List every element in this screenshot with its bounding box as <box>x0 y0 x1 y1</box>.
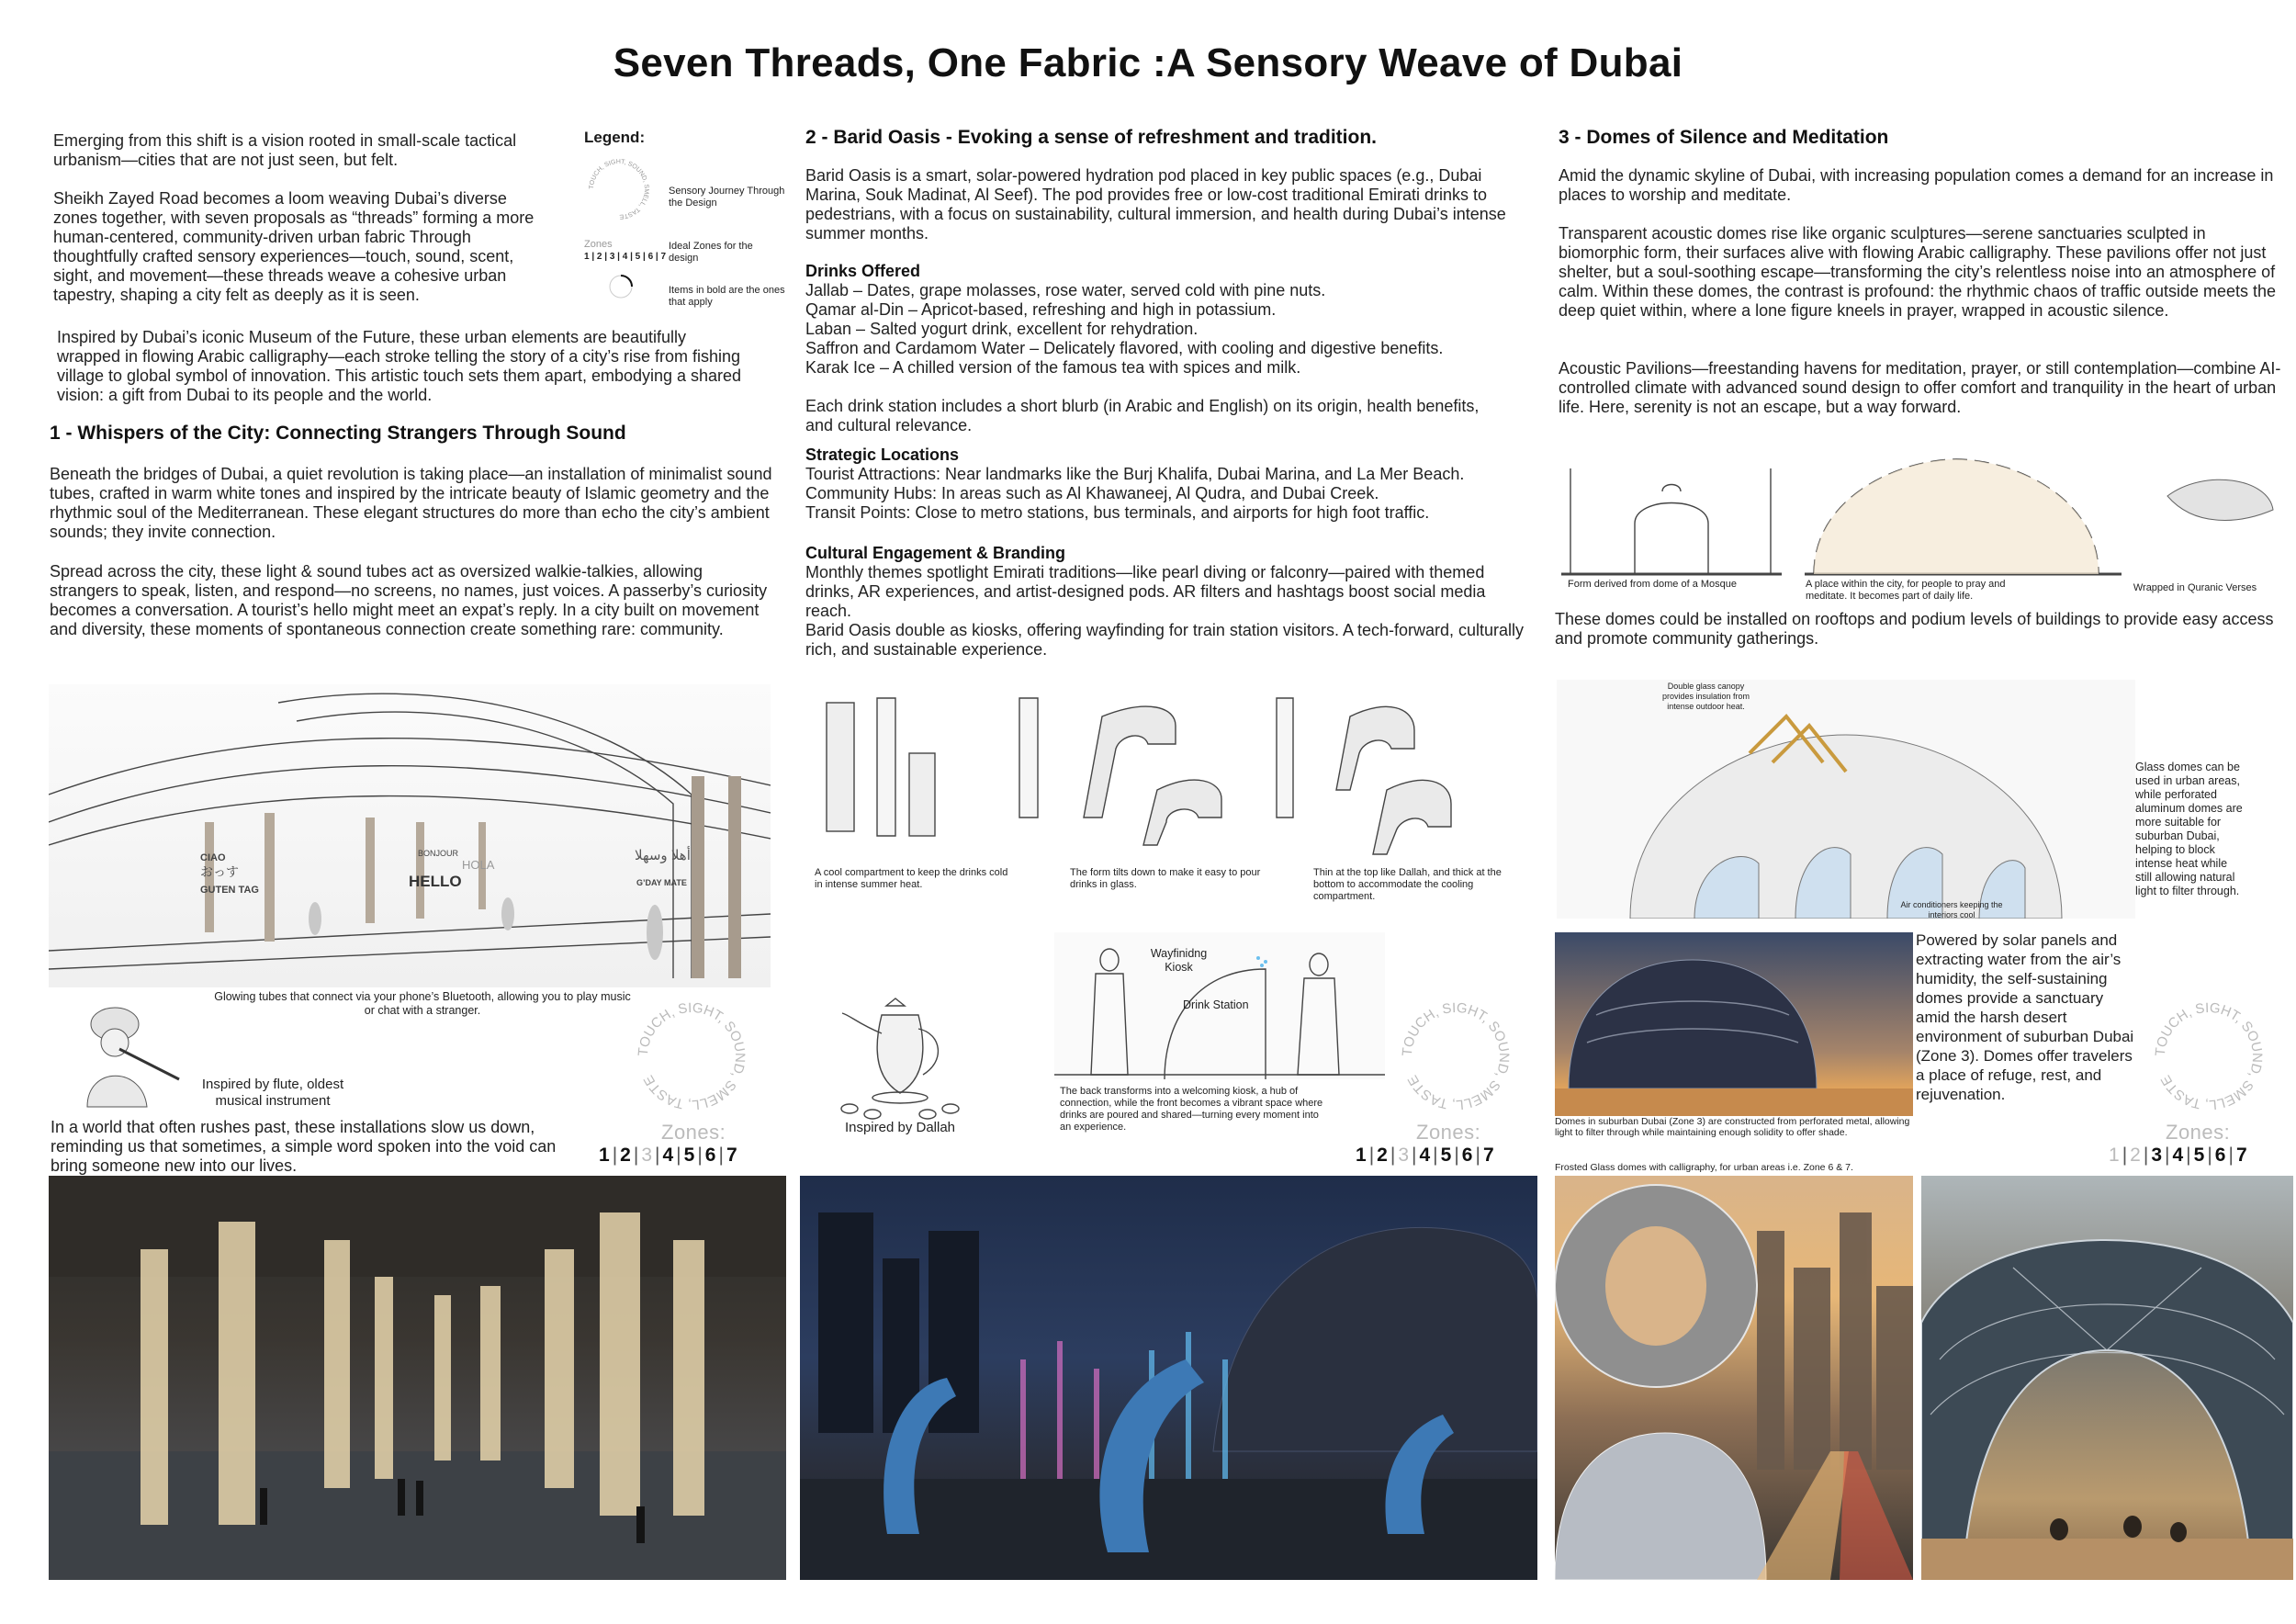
section1-para-1: Beneath the bridges of Dubai, a quiet revolution is taking place—an installation of minimalist sound tubes, crafted in warm white tones and inspired by the intricate beauty of Islamic geometry and the rhythmic soul of the Mediterranean. These elegant structures do more than echo the city’s ambient sounds; they invite connection. <box>50 465 772 541</box>
culture-para-1: Monthly themes spotlight Emirati traditions—like pearl diving or falconry—paired with themed drinks, AR experiences, and artist-designed pods. AR filters and hashtags boost social media reach. <box>805 563 1486 620</box>
greeting-ossu: おっす <box>200 864 239 879</box>
section1-heading: 1 - Whispers of the City: Connecting Strangers Through Sound <box>50 423 626 444</box>
legend-item-journey: Sensory Journey Through the Design <box>669 186 785 209</box>
section3-heading: 3 - Domes of Silence and Meditation <box>1559 127 1889 148</box>
locations-list <box>805 465 1540 523</box>
drinks-heading: Drinks Offered <box>805 262 921 280</box>
kiosk-caption: The back transforms into a welcoming kiosk, a hub of connection, while the front becomes a vibrant space where drinks are poured and shared—turning every moment into an experience. <box>1060 1086 1323 1133</box>
greeting-gday-mate: G’DAY MATE <box>636 878 687 887</box>
dallah-caption: Inspired by Dallah <box>844 1120 956 1135</box>
drink-station-label: Drink Station <box>1183 998 1249 1011</box>
dome-caption-mosque: Form derived from dome of a Mosque <box>1568 579 1738 590</box>
section1-closing: In a world that often rushes past, these installations slow us down, reminding us that sometimes, a simple word spoken into the void can bring someone new into our lives. <box>51 1118 557 1175</box>
sound-tubes-photo <box>49 1176 786 1580</box>
zones-label-1: Zones: <box>661 1121 726 1144</box>
section3-para-3: Acoustic Pavilions—freestanding havens for meditation, prayer, or still contemplation—combine AI-controlled climate with advanced sound design to offer comfort and tranquility in the heart of urban life. Here, serenity is not an escape, but a way forward. <box>1559 359 2281 416</box>
kiosk-illustration <box>1054 932 1385 1079</box>
dome-caption-quran: Wrapped in Quranic Verses <box>2133 582 2257 593</box>
legend-sense-wheel-icon <box>584 154 654 224</box>
page-title: Seven Threads, One Fabric :A Sensory Weave of Dubai <box>613 40 1683 85</box>
col1-intro-2: Sheikh Zayed Road becomes a loom weaving Dubai’s diverse zones together, with seven proposals as “threads” forming a more human-centered, community-driven urban fabric Through thoughtfully crafted sensory experiences—touch, sound, scent, sight, and movement—these threads weave a cohesive urban tapestry, shaping a city felt as deeply as it is seen. <box>53 189 535 304</box>
svg-text:TOUCH, SIGHT, SOUND, SMELL, TA: TOUCH, SIGHT, SOUND, SMELL, TASTE <box>635 999 748 1113</box>
svg-text:TOUCH, SIGHT, SOUND, SMELL, TA: TOUCH, SIGHT, SOUND, SMELL, TASTE <box>2152 999 2266 1113</box>
zones-label-2: Zones: <box>1416 1121 1481 1144</box>
sound-tubes-illustration <box>49 684 771 987</box>
greeting-guten-tag: GUTEN TAG <box>200 885 259 896</box>
sense-wheel-1-icon <box>632 997 751 1116</box>
pod-caption-1: A cool compartment to keep the drinks cold in intense summer heat. <box>815 867 1008 890</box>
barid-oasis-photo <box>800 1176 1537 1580</box>
legend-title: Legend: <box>584 129 646 146</box>
greeting-bonjour: BONJOUR <box>418 849 459 858</box>
canopy-note: Double glass canopy provides insulation from intense outdoor heat. <box>1661 682 1750 711</box>
section1-para-2: Spread across the city, these light & sound tubes act as oversized walkie-talkies, allowing strangers to speak, listen, and respond—no screens, no names, just voices. A passerby’s curiosity becomes a conversation. A tourist’s hello might meet an expat’s reply. In a city built on movement and diversity, these moments of spontaneous connection create something rare: community. <box>50 562 768 638</box>
frosted-caption: Frosted Glass domes with calligraphy, for urban areas i.e. Zone 6 & 7. <box>1555 1162 1853 1173</box>
pod-caption-2: The form tilts down to make it easy to pour drinks in glass. <box>1070 867 1261 890</box>
section2-heading: 2 - Barid Oasis - Evoking a sense of refreshment and tradition. <box>805 127 1377 148</box>
legend-zones-mini: 1 | 2 | 3 | 4 | 5 | 6 | 7 <box>584 252 667 262</box>
section3-para-2: Transparent acoustic domes rise like organic sculptures—serene sanctuaries sculpted in biomorphic form, their surfaces alive with flowing Arabic calligraphy. These pavilions offer not just shelter, but a soul-soothing escape—transforming the city’s relentless noise into an atmosphere of calm. Within these domes, the contrast is profound: the rhythmic chaos of traffic outside meets the deep quiet within, where a lone figure kneels in prayer, wrapped in acoustic silence. <box>1559 224 2277 320</box>
zones-3: 1 | 2 | 3 | 4 | 5 | 6 | 7 <box>2109 1145 2247 1166</box>
drink-item: Qamar al-Din – Apricot-based, refreshing and high in potassium. <box>805 300 1277 319</box>
drinks-list <box>805 281 1531 378</box>
section3-para-1: Amid the dynamic skyline of Dubai, with increasing population comes a demand for an increase in places to worship and meditate. <box>1559 166 2274 204</box>
legend-wheel-small-icon <box>606 272 636 301</box>
dallah-icon <box>831 997 969 1121</box>
station-note: Each drink station includes a short blurb (in Arabic and English) on its origin, health benefits, and cultural relevance. <box>805 397 1480 434</box>
culture-para-2: Barid Oasis double as kiosks, offering wayfinding for train station visitors. A tech-forward, culturally rich, and sustainable experience. <box>805 621 1525 659</box>
location-item: Transit Points: Close to metro stations, bus terminals, and airports for high foot traffic. <box>805 503 1430 522</box>
section2-intro: Barid Oasis is a smart, solar-powered hydration pod placed in key public spaces (e.g., Dubai Marina, Souk Madinat, Al Seef). The pod provides free or low-cost traditional Emirati drinks to pedestrians, with a focus on sustainability, cultural immersion, and health during Dubai’s intense summer months. <box>805 166 1506 242</box>
zones-2: 1 | 2 | 3 | 4 | 5 | 6 | 7 <box>1356 1145 1494 1166</box>
greeting-hola: HOLA <box>462 858 495 872</box>
zones-label-3: Zones: <box>2166 1121 2231 1144</box>
svg-text:TOUCH, SIGHT, SOUND, SMELL, TA: TOUCH, SIGHT, SOUND, SMELL, TASTE <box>588 158 650 220</box>
drink-item: Jallab – Dates, grape molasses, rose water, served cold with pine nuts. <box>805 281 1326 299</box>
flute-caption: Inspired by flute, oldest musical instrument <box>201 1077 344 1109</box>
flute-player-icon <box>55 992 184 1111</box>
pod-sketches-icon <box>781 680 1479 873</box>
suburban-caption: Domes in suburban Dubai (Zone 3) are constructed from perforated metal, allowing light to filter through while maintaining enough solidity to offer shade. <box>1555 1116 1910 1138</box>
col1-intro-3: Inspired by Dubai’s iconic Museum of the Future, these urban elements are beautifully wrapped in flowing Arabic calligraphy—each stroke telling the story of a city’s rise from fishing village to global symbol of innovation. This artistic touch sets them apart, embodying a shared vision: a gift from Dubai to its people and the world. <box>57 328 742 404</box>
bridge-lineart-icon <box>49 684 771 987</box>
legend-zones-mini-label: Zones <box>584 239 613 250</box>
legend-item-bold: Items in bold are the ones that apply <box>669 285 785 308</box>
ac-note: Air conditioners keeping the interiors cool <box>1900 900 2003 919</box>
greeting-ciao: CIAO <box>200 852 226 863</box>
sense-wheel-2-icon <box>1396 997 1515 1116</box>
sound-tubes-caption: Glowing tubes that connect via your phone’s Bluetooth, allowing you to play music or chat with a stranger. <box>214 990 631 1017</box>
glass-dome-note: Glass domes can be used in urban areas, while perforated aluminum domes are more suitable for suburban Dubai, helping to block intense heat while still allowing natural light to filter through. <box>2135 761 2243 897</box>
highway-dome-photo <box>1555 1176 1913 1580</box>
drink-item: Karak Ice – A chilled version of the famous tea with spices and milk. <box>805 358 1301 377</box>
pod-caption-3: Thin at the top like Dallah, and thick at the bottom to accommodate the cooling compartment. <box>1313 867 1502 902</box>
greeting-arabic: أهلا وسهلا <box>635 848 691 863</box>
suburban-dome-photo <box>1555 932 1913 1116</box>
sense-wheel-3-icon <box>2149 997 2268 1116</box>
rooftop-note: These domes could be installed on rooftops and podium levels of buildings to provide easy access and promote community gatherings. <box>1555 610 2274 648</box>
drink-item: Laban – Salted yogurt drink, excellent for rehydration. <box>805 320 1199 338</box>
locations-heading: Strategic Locations <box>805 445 960 464</box>
drink-item: Saffron and Cardamom Water – Delicately flavored, with cooling and digestive benefits. <box>805 339 1444 357</box>
dome-section-illustration <box>1557 680 2135 919</box>
glass-dome-interior-photo <box>1921 1176 2293 1580</box>
greeting-hello: HELLO <box>409 873 462 890</box>
location-item: Community Hubs: In areas such as Al Khawaneej, Al Qudra, and Dubai Creek. <box>805 484 1379 502</box>
svg-text:TOUCH, SIGHT, SOUND, SMELL, TA: TOUCH, SIGHT, SOUND, SMELL, TASTE <box>1399 999 1513 1113</box>
wayfinding-label: Wayfinidng Kiosk <box>1150 947 1208 974</box>
legend <box>584 129 795 326</box>
solar-text: Powered by solar panels and extracting water from the air’s humidity, the self-sustaining domes provide a sanctuary amid the harsh desert environment of suburban Dubai (Zone 3). Domes offer travelers a place of refuge, rest, and rejuvenation. <box>1916 931 2134 1103</box>
legend-item-zones: Ideal Zones for the design <box>669 241 753 264</box>
dome-sketches-icon <box>1561 441 2278 583</box>
dome-caption-place: A place within the city, for people to pray and meditate. It becomes part of daily life. <box>1806 579 2006 602</box>
culture-heading: Cultural Engagement & Branding <box>805 544 1066 562</box>
location-item: Tourist Attractions: Near landmarks like the Burj Khalifa, Dubai Marina, and La Mer Beach. <box>805 465 1465 483</box>
col1-intro-1: Emerging from this shift is a vision rooted in small-scale tactical urbanism—cities that are not just seen, but felt. <box>53 131 517 169</box>
zones-1: 1 | 2 | 3 | 4 | 5 | 6 | 7 <box>599 1145 737 1166</box>
